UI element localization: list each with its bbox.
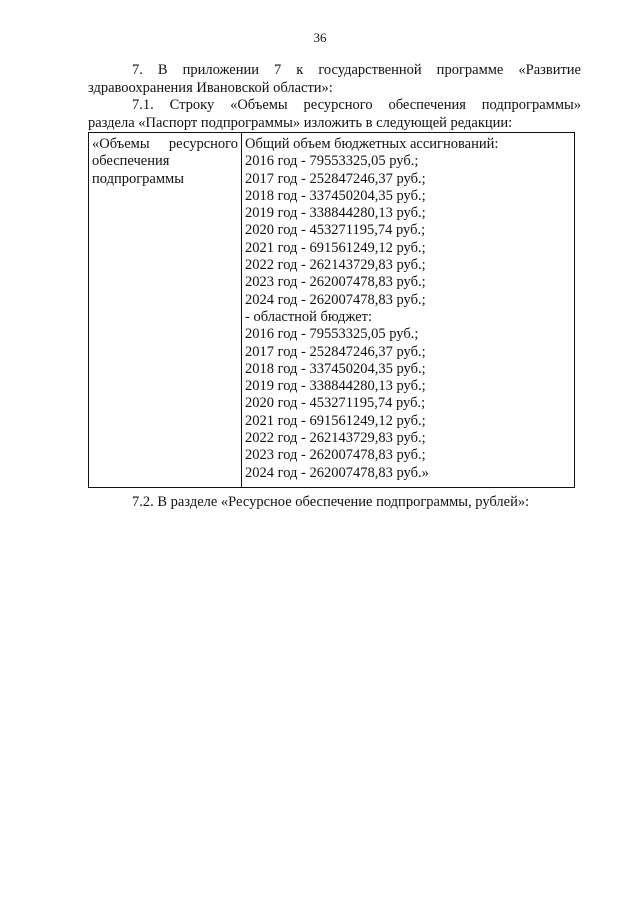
passport-table [88,132,575,488]
value-line: 2020 год - 453271195,74 руб.; [245,222,426,239]
value-line: 2017 год - 252847246,37 руб.; [245,170,426,187]
value-line: 2023 год - 262007478,83 руб.; [245,274,426,291]
value-line: 2021 год - 691561249,12 руб.; [245,412,426,429]
value-line: 2022 год - 262143729,83 руб.; [245,257,426,274]
paragraph-7-line-2: здравоохранения Ивановской области»: [88,80,333,96]
value-line: 2019 год - 338844280,13 руб.; [245,378,426,395]
value-line: 2017 год - 252847246,37 руб.; [245,343,426,360]
page-number: 36 [313,30,327,45]
paragraph-7-1-line-1: 7.1. Строку «Объемы ресурсного обеспечения подпрограммы» [132,97,581,113]
value-line: 2024 год - 262007478,83 руб.» [245,464,429,481]
value-line: Общий объем бюджетных ассигнований: [245,136,499,152]
value-line: 2018 год - 337450204,35 руб.; [245,360,426,377]
label-line: «Объемы ресурсного [92,136,238,152]
value-line: 2020 год - 453271195,74 руб.; [245,395,426,412]
value-line: 2016 год - 79553325,05 руб.; [245,153,419,170]
value-line: 2018 год - 337450204,35 руб.; [245,187,426,204]
paragraph-7 [88,61,581,97]
value-line: 2021 год - 691561249,12 руб.; [245,239,426,256]
label-line: подпрограммы [92,170,184,187]
value-cell [242,133,575,488]
value-line: 2024 год - 262007478,83 руб.; [245,291,426,308]
paragraph-7-1-line-2: раздела «Паспорт подпрограммы» изложить в следующей редакции: [88,115,513,131]
paragraph-7-2 [88,493,581,511]
value-line: 2023 год - 262007478,83 руб.; [245,447,426,464]
value-line: 2016 год - 79553325,05 руб.; [245,326,419,343]
paragraph-7-2-text: 7.2. В разделе «Ресурсное обеспечение подпрограммы, рублей»: [132,494,530,510]
table-row [89,133,575,488]
paragraph-7-line-1: 7. В приложении 7 к государственной программе «Развитие [132,62,581,78]
value-line: 2022 год - 262143729,83 руб.; [245,430,426,447]
label-cell [89,133,242,488]
paragraph-7-1 [88,96,581,132]
label-line: обеспечения [92,153,170,170]
value-line: - областной бюджет: [245,308,373,325]
value-line: 2019 год - 338844280,13 руб.; [245,205,426,222]
